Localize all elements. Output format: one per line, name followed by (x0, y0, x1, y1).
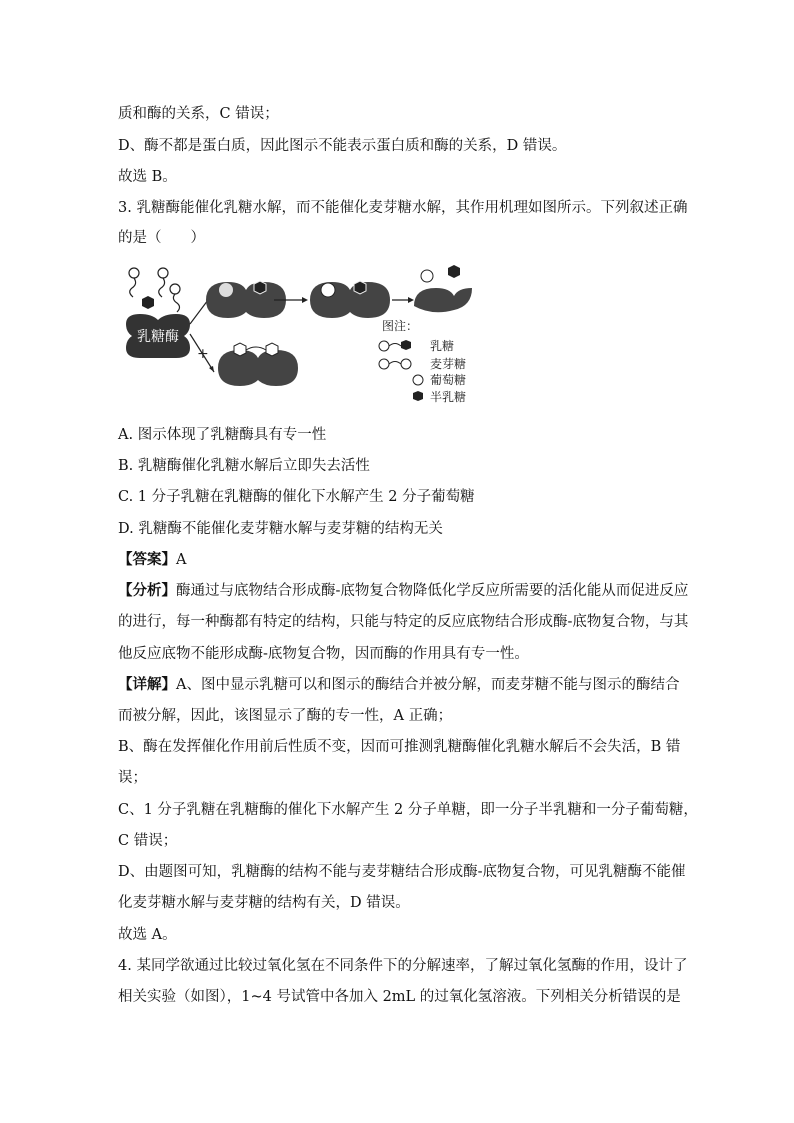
answer-tag: 【答案】 (118, 551, 176, 568)
glucose-product (421, 270, 433, 282)
enzyme-label: 乳糖酶 (137, 329, 179, 345)
svg-text:半乳糖: 半乳糖 (430, 390, 467, 404)
answer-line (118, 550, 186, 570)
detail-line: C、1 分子乳糖在乳糖酶的催化下水解产生 2 分子单糖，即一分子半乳糖和一分子葡萄糖， (118, 802, 698, 818)
text-line: D、酶不都是蛋白质，因此图示不能表示蛋白质和酶的关系，D 错误。 (118, 138, 567, 154)
option-b: B. 乳糖酶催化乳糖水解后立即失去活性 (118, 458, 370, 474)
text-line: 质和酶的关系，C 错误； (118, 106, 279, 122)
enzyme-mechanism-figure (118, 260, 498, 408)
lactase-enzyme (126, 314, 190, 358)
answer-value: A (176, 552, 187, 568)
analysis-line: 他反应底物不能形成酶-底物复合物，因而酶的作用具有专一性。 (118, 646, 529, 662)
detail-line: 【详解】A、图中显示乳糖可以和图示的酶结合并被分解，而麦芽糖不能与图示的酶结合 (118, 676, 680, 693)
question-3-stem-end: 的是（ ） (118, 230, 205, 246)
galactose-hexagon (142, 296, 154, 309)
detail-line: C 错误； (118, 833, 178, 849)
enzyme-product-complex (310, 281, 390, 318)
option-c: C. 1 分子乳糖在乳糖酶的催化下水解产生 2 分子葡萄糖 (118, 489, 475, 505)
question-4-stem: 4. 某同学欲通过比较过氧化氢在不同条件下的分解速率，了解过氧化氢酶的作用，设计了 (118, 958, 688, 974)
detail-line: 化麦芽糖水解与麦芽糖的结构有关，D 错误。 (118, 895, 410, 911)
detail-line: 误； (118, 770, 147, 786)
svg-text:乳糖: 乳糖 (430, 339, 455, 353)
legend-glucose (413, 372, 466, 387)
svg-text:葡萄糖: 葡萄糖 (430, 373, 467, 387)
text-line: 故选 B。 (118, 169, 177, 185)
lactose-molecule (129, 268, 180, 312)
legend-title: 图注： (382, 319, 419, 333)
svg-text:麦芽糖: 麦芽糖 (430, 357, 467, 371)
option-d: D. 乳糖酶不能催化麦芽糖水解与麦芽糖的结构无关 (118, 521, 443, 537)
plus-sign: + (197, 346, 209, 362)
detail-tag: 【详解】 (118, 676, 176, 693)
legend-galactose (413, 389, 466, 404)
detail-line: 而被分解，因此，该图显示了酶的专一性，A 正确； (118, 708, 453, 724)
galactose-product (448, 265, 460, 278)
question-4-stem: 相关实验（如图），1~4 号试管中各加入 2mL 的过氧化氢溶液。下列相关分析错误的是 (118, 989, 681, 1005)
maltose-no-binding (218, 343, 298, 386)
free-enzyme (414, 288, 472, 312)
question-3-stem: 3. 乳糖酶能催化乳糖水解，而不能催化麦芽糖水解，其作用机理如图所示。下列叙述正确 (118, 200, 688, 216)
analysis-tag: 【分析】 (118, 582, 176, 599)
detail-line: B、酶在发挥催化作用前后性质不变，因而可推测乳糖酶催化乳糖水解后不会失活，B 错 (118, 739, 681, 755)
legend-lactose (379, 338, 454, 353)
detail-line: 故选 A。 (118, 927, 177, 943)
option-a: A. 图示体现了乳糖酶具有专一性 (118, 427, 327, 443)
analysis-line: 的进行，每一种酶都有特定的结构，只能与特定的反应底物结合形成酶-底物复合物，与其 (118, 614, 689, 630)
legend-maltose (379, 356, 466, 371)
detail-line: D、由题图可知，乳糖酶的结构不能与麦芽糖结合形成酶-底物复合物，可见乳糖酶不能催 (118, 864, 686, 880)
analysis-line: 【分析】酶通过与底物结合形成酶-底物复合物降低化学反应所需要的活化能从而促进反应 (118, 582, 689, 599)
